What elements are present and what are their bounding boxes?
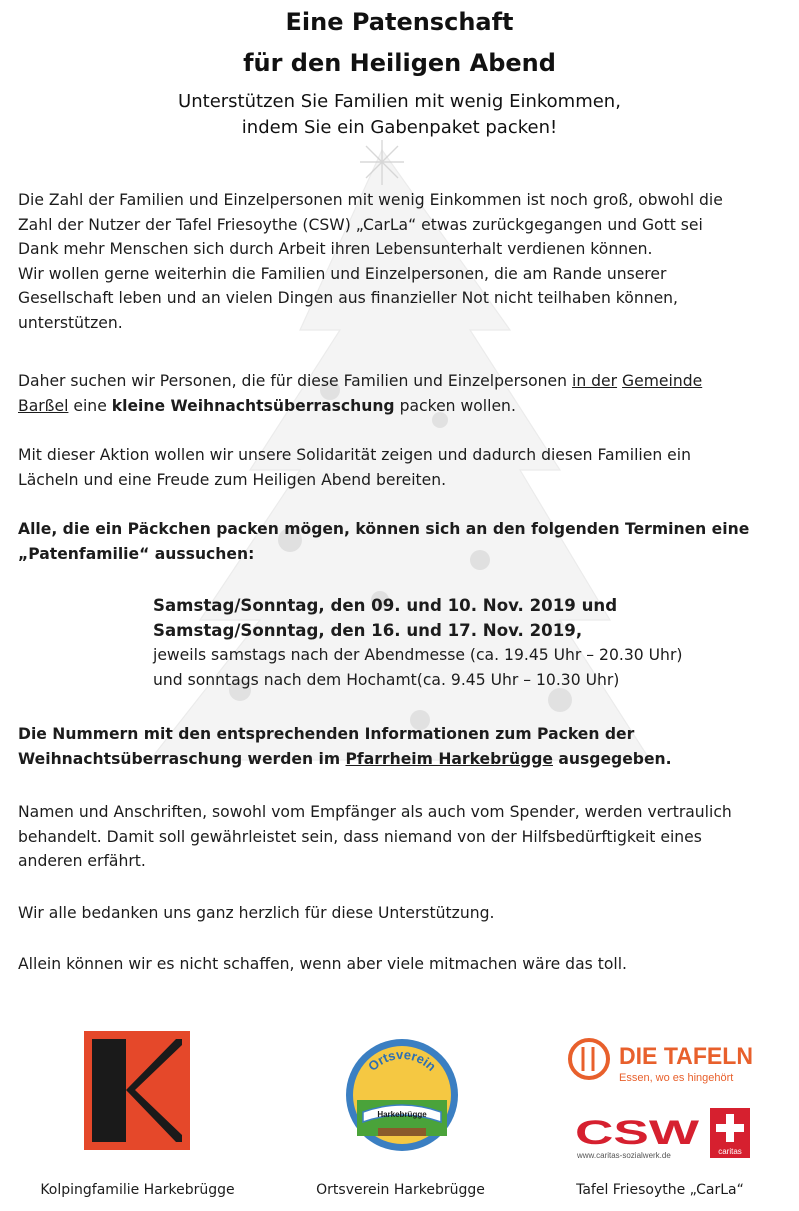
intro-line: Gesellschaft leben und an vielen Dingen aus finanzieller Not nicht teilhaben können, [18, 289, 679, 308]
time-line: und sonntags nach dem Hochamt(ca. 9.45 Uhr – 10.30 Uhr) [153, 670, 620, 689]
numbers-text: ausgegeben. [552, 749, 672, 768]
intro-line: unterstützen. [18, 313, 123, 332]
intro-line: Die Zahl der Familien und Einzelpersonen mit wenig Einkommen ist noch groß, obwohl die [18, 191, 723, 209]
numbers-line: Die Nummern mit den entsprechenden Informationen zum Packen der [18, 725, 635, 743]
privacy-line: Namen und Anschriften, sowohl vom Empfänger als auch vom Spender, werden vertraulich [18, 803, 732, 821]
request-paragraph [18, 369, 788, 418]
closing-paragraph: Allein können wir es nicht schaffen, wenn aber viele mitmachen wäre das toll. [18, 955, 627, 973]
tafeln-wordmark: DIE TAFELN [619, 1043, 753, 1070]
appointment-line: „Patenfamilie“ aussuchen: [18, 544, 255, 563]
numbers-paragraph [18, 722, 788, 771]
solidarity-line: Mit dieser Aktion wollen wir unsere Solidarität zeigen und dadurch diesen Familien ein [18, 446, 691, 464]
request-line [18, 394, 788, 419]
thanks-paragraph: Wir alle bedanken uns ganz herzlich für diese Unterstützung. [18, 904, 495, 922]
gift-highlight: kleine Weihnachtsüberraschung [111, 396, 395, 415]
numbers-text: Weihnachtsüberraschung werden im [18, 749, 346, 768]
intro-line: Zahl der Nutzer der Tafel Friesoythe (CSW) „CarLa“ etwas zurückgegangen und Gott sei [18, 215, 703, 234]
time-line: jeweils samstags nach der Abendmesse (ca. 19.45 Uhr – 20.30 Uhr) [153, 646, 683, 665]
privacy-line: anderen erfährt. [18, 852, 146, 871]
location-underline: Gemeinde [622, 372, 703, 390]
intro-paragraph [18, 188, 788, 336]
request-text: eine [68, 396, 112, 415]
ortsverein-arc-text: Ortsverein [365, 1046, 440, 1074]
die-tafeln-logo [567, 1037, 757, 1087]
solidarity-line: Lächeln und eine Freude zum Heiligen Abend bereiten. [18, 470, 447, 489]
solidarity-paragraph [18, 443, 788, 492]
subtitle-line2: indem Sie ein Gabenpaket packen! [241, 117, 558, 138]
dates-block [153, 594, 773, 692]
date-line: Samstag/Sonntag, den 09. und 10. Nov. 2019 und [153, 596, 618, 615]
location-underline: in der [571, 372, 618, 390]
tafeln-tagline: Essen, wo es hingehört [619, 1072, 734, 1084]
caritas-badge: caritas [718, 1147, 742, 1156]
ortsverein-caption: Ortsverein Harkebrügge [316, 1182, 485, 1198]
intro-line: Wir wollen gerne weiterhin die Familien und Einzelpersonen, die am Rande unserer [18, 264, 667, 283]
csw-url: www.caritas-sozialwerk.de [577, 1151, 671, 1160]
request-text: Daher suchen wir Personen, die für diese Familien und Einzelpersonen [18, 372, 572, 390]
numbers-line [18, 747, 788, 772]
privacy-line: behandelt. Damit soll gewährleistet sein, dass niemand von der Hilfsbedürftigkeit eines [18, 827, 702, 846]
appointment-line: Alle, die ein Päckchen packen mögen, können sich an den folgenden Terminen eine [18, 520, 750, 538]
csw-wordmark: CSW [575, 1114, 701, 1152]
request-text: packen wollen. [394, 396, 516, 415]
location-underline: Barßel [18, 396, 69, 415]
privacy-paragraph [18, 800, 788, 874]
request-line [18, 369, 788, 394]
subtitle-line1: Unterstützen Sie Familien mit wenig Einkommen, [178, 91, 621, 112]
date-line: Samstag/Sonntag, den 16. und 17. Nov. 2019, [153, 620, 583, 640]
intro-line: Dank mehr Menschen sich durch Arbeit ihren Lebensunterhalt verdienen können. [18, 240, 653, 259]
csw-logo [575, 1108, 755, 1162]
page-title-line1: Eine Patenschaft [285, 8, 514, 36]
appointment-paragraph [18, 517, 788, 566]
kolping-caption: Kolpingfamilie Harkebrügge [40, 1182, 235, 1198]
ortsverein-logo [343, 1036, 461, 1154]
page-title-line2: für den Heiligen Abend [243, 49, 556, 77]
tafel-friesoythe-caption: Tafel Friesoythe „CarLa“ [576, 1182, 744, 1198]
venue-underline: Pfarrheim Harkebrügge [345, 749, 553, 768]
kolping-logo [84, 1031, 190, 1150]
ortsverein-banner: Harkebrügge [377, 1110, 427, 1119]
